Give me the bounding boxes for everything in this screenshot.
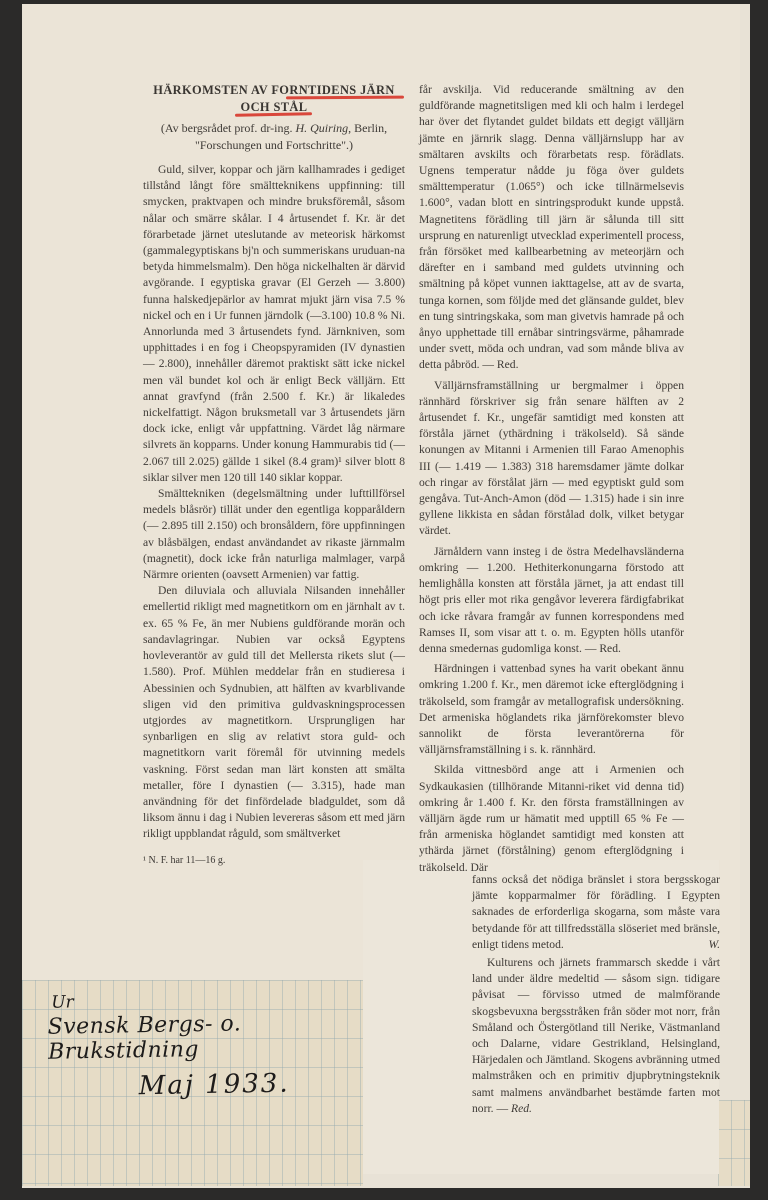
- signature: Red.: [510, 1101, 532, 1115]
- handwritten-line-1: Ur: [51, 992, 74, 1013]
- byline-author: H. Quiring: [295, 121, 349, 135]
- paragraph: får avskilja. Vid reducerande smältning av den guldförande magnetitsligen med kli och halm i lerdegel har över det flytandet guldet bildats ett degigt välljärn jämte en järnrik slagg. Denna välljärnslupp har av smältaren avskilts och förarbetats resp. förädlats. Ugnens temperatur nådde ju föga över guldets smälttemperatur (1.065°) och icke tillnärmelsevis 1.600°, vadan blott en sintringsprodukt kunde uppstå. Magnetitens förädling till järn är sålunda till sitt ursprung en naturenligt utvecklad experimentell process, från försöket med kallbearbetning av meteorjärn och därefter en i samband med guldets utvinning och smältning på köpet vunnen iakttagelse, att av de svarta, tunga kornen, som följde med det glänsande guldet, blev en tung sintringskaka, som man givetvis hamrade på och ånyo upphettade till ernåbar sintringsvärme, påhamrade under svett, möda och undran, vad som månde bliva av detta påbröd. — Red.: [419, 83, 684, 372]
- title-line-1: HÄRKOMSTEN AV FORNTIDENS JÄRN: [153, 83, 395, 97]
- footnote: ¹ N. F. har 11—16 g.: [143, 854, 226, 866]
- handwritten-line-2: Svensk Bergs- o. Brukstidning: [47, 1011, 242, 1065]
- paragraph: Guld, silver, koppar och järn kallhamrades i gediget tillstånd långt före smältteknikens uppfinning: till smycken, praktvapen och mindre bruksföremål, såsom nålar och smärre skålar. I 4 årtusendet f. Kr. är det förarbetade järnet uteslutande av meteorisk härkomst (gammalegyptiskans bj'n och summeriskans uruduan-na betyda himmelsmalm). Den höga nickelhalten är därvid avgörande. I egyptiska gravar (El Gerzeh — 3.800) funna halskedjepärlor av hamrat mjukt järn visa 7.5 % nickel och en i Ur funnen järndolk (—3.100) 10.8 % Ni. Annorlunda med 3 årtusendets fynd. Järnkniven, som upphittades i en fog i Cheopspyramiden (IV dynastien — 2.800), innehåller däremot praktiskt sätt icke nickel men väl bundet kol och är enligt Beck välljärn. Ett annat gravfynd (från 2.500 f. Kr.) är likaledes nickelfattigt. Någon bruksmetall var 3 årtusendets järn dock icke, enligt vår uppfattning. Värdet låg närmare silvrets än kopparns. Under konung Hammurabis tid (— 2.067 till 2.025) gällde 1 sikel (8.4 gram)¹ silver blott 8 siklar silver men 120 till 140 siklar koppar.: [143, 163, 405, 484]
- paragraph-text: fanns också det nödiga bränslet i stora bergsskogar jämte kopparmalmer för förädling. I Egypten saknades de erforderliga skogarna, som måste vara betydande för att tillfredsställa slöseriet med bränsle, enligt tidens metod.: [472, 873, 720, 951]
- article-byline: [143, 120, 405, 154]
- paragraph: Den diluviala och alluviala Nilsanden innehåller emellertid rikligt med magnetitkorn om en järnhalt av t. ex. 65 % Fe, än mer Nubiens guldförande morän och sandavlagringar. Nubien var också Egyptens hovleverantör av guld till det Mellersta rikets slut (— 1.580). Prof. Mühlen meddelar från en studieresa i Abessinien och Sydnubien, att hälften av kvarblivande sligen vid den primitiva guldvaskningsprocessen utgjordes av magnetitkorn. Ursprungligen har synbarligen en slig av relativt stora guld- och magnetitkorn varit föremål för utvinning medels vaskning. Först sedan man lärt konsten att smälta metaller, före I dynastien (— 3.315), hade man användning för det finfördelade bladguldet, som då liksom ännu i dag i Nubien levereras såsom ett med järn rikligt uppblandat råguld, som smältverket: [143, 584, 405, 841]
- byline-prefix: (Av bergsrådet prof. dr-ing.: [160, 121, 296, 135]
- paragraph: [472, 955, 720, 1117]
- handwritten-source-note: [47, 987, 369, 1103]
- title-line-2: OCH STÅL: [240, 100, 308, 114]
- article-column-2: [419, 82, 684, 876]
- byline-suffix: , Berlin,: [348, 121, 388, 135]
- graph-paper-edge: [718, 1100, 750, 1186]
- paragraph: [472, 872, 720, 953]
- article-column-3: [472, 872, 720, 1117]
- paragraph: Härdningen i vattenbad synes ha varit obekant ännu omkring 1.200 f. Kr., men däremot icke efterglödgning i träkolseld, som framgår av metallografisk undersökning. Det armeniska höglandets rika järnförekomster blevo sannolikt de första leverantörerna för välljärnsframställning i s. k. rännhärd.: [419, 662, 684, 757]
- paragraph: Välljärnsframställning ur bergmalmer i öppen rännhärd förskriver sig från senare hälften av 2 årtusendet f. Kr., ungefär samtidigt med konsten att förståla järnet (ythärdning i träkolseld). Så sände konungen av Mitanni i Armenien till Farao Amenophis III (— 1.419 — 1.383) 318 haremsdamer jämte dolkar och ringar av förstålat järn — med egyptiskt guld som gengåva. Tut-Anch-Amon (död — 1.315) hade i sin inre gyllene likkista en sådan förstålad dolk, vilket betygar värdet.: [419, 378, 684, 538]
- paragraph: Smälttekniken (degelsmältning under lufttillförsel medels blåsrör) tillät under den egentliga kopparåldern (— 2.895 till 2.150) och bronsåldern, före uppfinningen av blåsbälgen, endast användandet av rikaste järnmalm (magnetit), dock icke från naturliga malmlager, varpå Närmre orienten (oavsett Armenien) var fattig.: [143, 487, 405, 582]
- paragraph-text: Kulturens och järnets frammarsch skedde i vårt land under äldre medeltid — såsom sign. tidigare påvisat — förvisso utmed de malmförande skogsbevuxna bergsstråken från söder mot norr, från Småland och Östergötland till Nerike, Västmanland och Dalarne, vidare Gestrikland, Helsingland, Härjedalen och Jämtland. Skogens avbränning utmed malmstråken och en primitiv djupbrytningsteknik samt malmens användbarhet bestämde farten mot norr. —: [472, 956, 720, 1115]
- paragraph: Skilda vittnesbörd ange att i Armenien och Sydkaukasien (tillhörande Mitanni-riket vid denna tid) omkring år 1.400 f. Kr. den första framställningen av välljärn ägde rum ur hämatit med upptill 65 % Fe — från armeniska höglandet samtidigt med konsten att ythärda järnet (förstålning) genom efterglödgning i träkolseld. Där: [419, 763, 684, 874]
- article-title: [143, 82, 405, 116]
- handwritten-line-3: Maj 1933.: [138, 1068, 290, 1102]
- signature: W.: [708, 937, 720, 951]
- byline-source: "Forschungen und Fortschritte".): [194, 138, 354, 152]
- paragraph: Järnåldern vann insteg i de östra Medelhavsländerna omkring — 1.200. Hethiterkonungarna förstodo att hemlighålla konsten att förståla järnet, ja att endast till högt pris eller mot rika gengåvor leverera färdigfabrikat och icke råvara framgår av funnen korrespondens med Ramses II, som visar att t. o. m. Egypten hölls utanför denna smedernas gudomliga konst. — Red.: [419, 544, 684, 655]
- article-column-1: [143, 82, 405, 869]
